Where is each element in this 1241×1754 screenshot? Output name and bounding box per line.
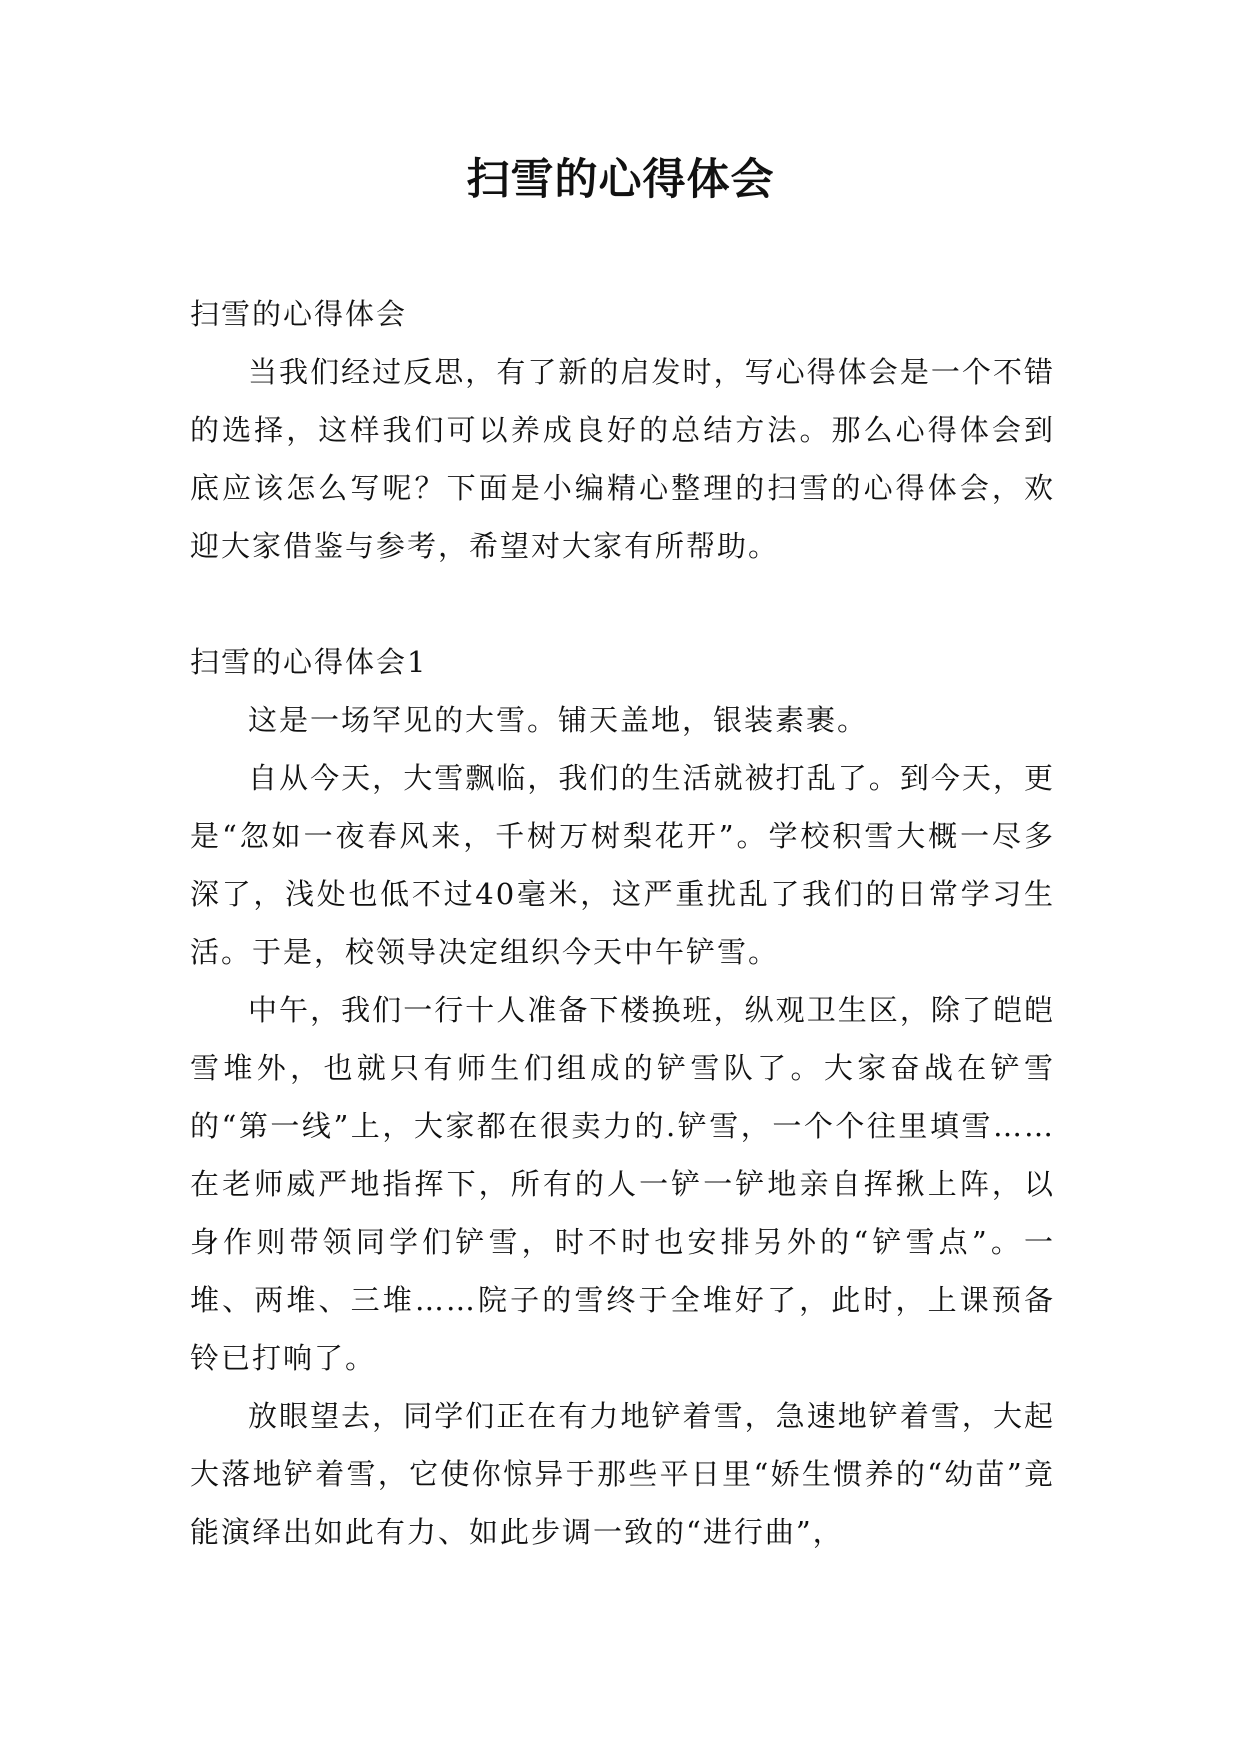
intro-heading: 扫雪的心得体会 [190,297,408,331]
body-paragraph-4: 放眼望去，同学们正在有力地铲着雪，急速地铲着雪，大起大落地铲着雪，它使你惊异于那些平日里“娇生惯养的“幼苗”竟能演绎出如此有力、如此步调一致的“进行曲”， [190,1399,1055,1549]
document-title: 扫雪的心得体会 [466,155,775,205]
body-paragraph-1: 这是一场罕见的大雪。铺天盖地，银装素裹。 [248,703,869,737]
section-spacer [190,575,1055,633]
section-1-heading: 扫雪的心得体会1 [190,645,428,679]
body-paragraph-3: 中午，我们一行十人准备下楼换班，纵观卫生区，除了皑皑雪堆外，也就只有师生们组成的铲雪队了。大家奋战在铲雪的“第一线”上，大家都在很卖力的.铲雪，一个个往里填雪……在老师威严地指挥下，所有的人一铲一铲地亲自挥揪上阵，以身作则带领同学们铲雪，时不时也安排另外的“铲雪点”。一堆、两堆、三堆……院子的雪终于全堆好了，此时，上课预备铃已打响了。 [190,993,1055,1375]
intro-paragraph: 当我们经过反思，有了新的启发时，写心得体会是一个不错的选择，这样我们可以养成良好的总结方法。那么心得体会到底应该怎么写呢？下面是小编精心整理的扫雪的心得体会，欢迎大家借鉴与参考，希望对大家有所帮助。 [190,355,1055,563]
body-paragraph-2: 自从今天，大雪飘临，我们的生活就被打乱了。到今天，更是“忽如一夜春风来，千树万树梨花开”。学校积雪大概一尽多深了，浅处也低不过40毫米，这严重扰乱了我们的日常学习生活。于是，校领导决定组织今天中午铲雪。 [190,761,1055,969]
document-body [190,285,1055,1561]
